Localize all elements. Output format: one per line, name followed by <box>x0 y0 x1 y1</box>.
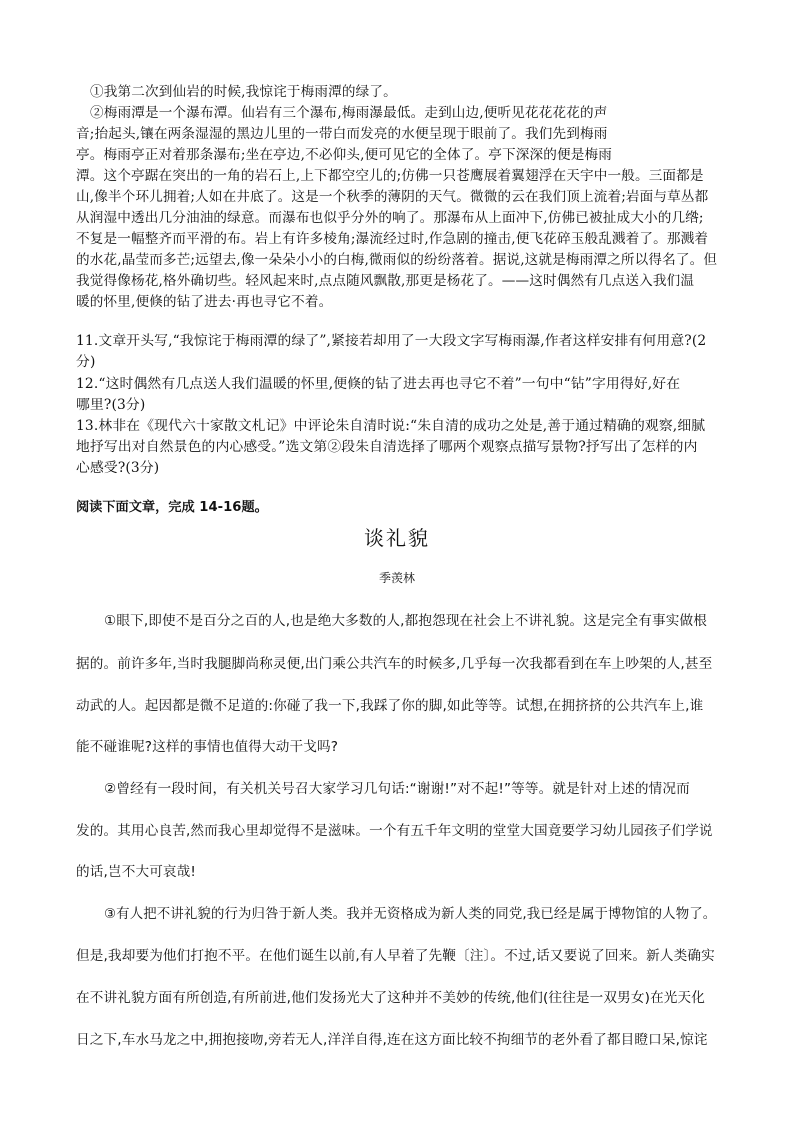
article-author: 季羡林 <box>378 571 415 585</box>
question-13: 13.林非在《现代六十家散文札记》中评论朱自清时说:“朱自清的成功之处是,善于通过精确的观察,细腻 <box>76 418 706 434</box>
paragraph-line: 不复是一幅整齐而平滑的布。岩上有许多棱角;瀑流经过时,作急剧的撞击,便飞花碎玉般乱溅着了。那溅着 <box>76 231 709 247</box>
question-13-cont: 心感受?(3分) <box>76 460 160 476</box>
paragraph-line: 暖的怀里,便倏的钻了进去·再也寻它不着。 <box>76 294 333 310</box>
article-line: 能不碰谁呢?这样的事情也值得大动干戈吗? <box>76 739 339 755</box>
article-line: ①眼下,即使不是百分之百的人,也是绝大多数的人,都抱怨现在社会上不讲礼貌。这是完全有事实做根 <box>104 613 707 629</box>
article-line: 日之下,车水马龙之中,拥抱接吻,旁若无人,洋洋自得,连在这方面比较不拘细节的老外看了都目瞪口呆,惊诧 <box>76 1032 708 1048</box>
question-12-cont: 哪里?(3分) <box>76 397 146 413</box>
paragraph-line: 音;抬起头,镶在两条湿湿的黑边儿里的一带白而发亮的水便呈现于眼前了。我们先到梅雨 <box>76 126 608 142</box>
article-line: 发的。其用心良苦,然而我心里却觉得不是滋味。一个有五千年文明的堂堂大国竟要学习幼儿园孩子们学说 <box>76 823 713 839</box>
paragraph-line: 的水花,晶莹而多芒;远望去,像一朵朵小小的白梅,微雨似的纷纷落着。据说,这就是梅雨潭之所以得名了。但 <box>76 252 718 268</box>
article-line: 动武的人。起因都是微不足道的:你碰了我一下,我踩了你的脚,如此等等。试想,在拥挤挤的公共汽车上,谁 <box>76 698 704 714</box>
question-11: 11.文章开头写,“我惊诧于梅雨潭的绿了”,紧接若却用了一大段文字写梅雨瀑,作者这样安排有何用意?(2 <box>76 333 707 349</box>
article-line: ②曾经有一段时间，有关机关号召大家学习几句话:“谢谢!”对不起!”等等。就是针对上述的情况而 <box>104 781 690 797</box>
reading-instruction: 阅读下面文章，完成 14-16题。 <box>76 500 268 515</box>
paragraph-line: 我觉得像杨花,格外确切些。轻风起来时,点点随风飘散,那更是杨花了。——这时偶然有几点送入我们温 <box>76 273 695 289</box>
paragraph-line: ①我第二次到仙岩的时候,我惊诧于梅雨潭的绿了。 <box>90 84 397 100</box>
paragraph-line: 潭。这个亭踞在突出的一角的岩石上,上下都空空儿的;仿佛一只苍鹰展着翼翅浮在天宇中一般。三面都是 <box>76 168 704 184</box>
question-11-cont: 分) <box>76 354 96 370</box>
article-line: 据的。前许多年,当时我腿脚尚称灵便,出门乘公共汽车的时候多,几乎每一次我都看到在车上吵架的人,甚至 <box>76 656 713 672</box>
question-12: 12.“这时偶然有几点送人我们温暖的怀里,便倏的钻了进去再也寻它不着”一句中“钻”字用得好,好在 <box>76 376 681 392</box>
article-line: 在不讲礼貌方面有所创造,有所前进,他们发扬光大了这种并不美妙的传统,他们(往往是一双男女)在光天化 <box>76 990 706 1006</box>
article-title: 谈礼貌 <box>364 526 430 550</box>
question-13-cont: 地抒写出对自然景色的内心感受。”选文第②段朱自清选择了哪两个观察点描写景物?抒写出了怎样的内 <box>76 439 698 455</box>
paragraph-line: ②梅雨潭是一个瀑布潭。仙岩有三个瀑布,梅雨瀑最低。走到山边,便听见花花花花的声 <box>90 105 608 121</box>
paragraph-line: 从润湿中透出几分油油的绿意。而瀑布也似乎分外的响了。那瀑布从上面冲下,仿佛已被扯成大小的几绺; <box>76 210 704 226</box>
article-line: ③有人把不讲礼貌的行为归咎于新人类。我并无资格成为新人类的同党,我已经是属于博物馆的人物了。 <box>104 907 717 922</box>
article-line: 的话,岂不大可哀哉! <box>76 864 197 880</box>
paragraph-line: 亭。梅雨亭正对着那条瀑布;坐在亭边,不必仰头,便可见它的全体了。亭下深深的便是梅雨 <box>76 147 612 163</box>
paragraph-line: 山,像半个环儿拥着;人如在井底了。这是一个秋季的薄阴的天气。微微的云在我们顶上流着;岩面与草丛都 <box>76 189 709 205</box>
article-line: 但是,我却要为他们打抱不平。在他们诞生以前,有人早着了先鞭〔注〕。不过,话又要说了回来。新人类确实 <box>76 948 715 964</box>
